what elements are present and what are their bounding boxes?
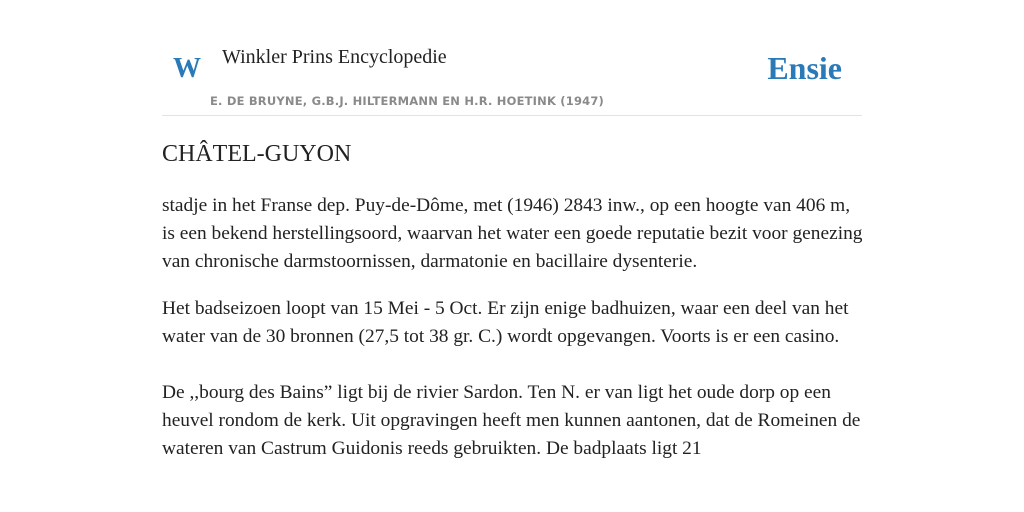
encyclopedia-title[interactable]: Winkler Prins Encyclopedie xyxy=(222,46,447,68)
article-paragraph: De ,,bourg des Bains” ligt bij de rivier Sardon. Ten N. er van ligt het oude dorp op een heuvel rondom de kerk. Uit opgravingen heeft men kunnen aantonen, dat de Romeinen de wateren van Castrum Guidonis reeds gebruikten. De badplaats ligt 21 xyxy=(162,382,861,459)
article-paragraph: stadje in het Franse dep. Puy-de-Dôme, met (1946) 2843 inw., op een hoogte van 406 m, is een bekend herstellingsoord, waarvan het water een goede reputatie bezit voor genezing van chronische darmstoornissen, darmatonie en bacillaire dysenterie. xyxy=(162,195,863,272)
ensie-logo[interactable]: Ensie xyxy=(767,50,842,86)
site-header xyxy=(162,36,862,116)
winkler-prins-logo-icon[interactable]: W xyxy=(173,53,201,84)
encyclopedia-authors: E. DE BRUYNE, G.B.J. HILTERMANN EN H.R. HOETINK (1947) xyxy=(210,94,605,108)
article-body xyxy=(162,192,864,463)
article-paragraph: Het badseizoen loopt van 15 Mei - 5 Oct. Er zijn enige badhuizen, waar een deel van het water van de 30 bronnen (27,5 tot 38 gr. C.) wordt opgevangen. Voorts is er een casino. xyxy=(162,298,849,347)
article-title: CHÂTEL-GUYON xyxy=(162,141,352,167)
